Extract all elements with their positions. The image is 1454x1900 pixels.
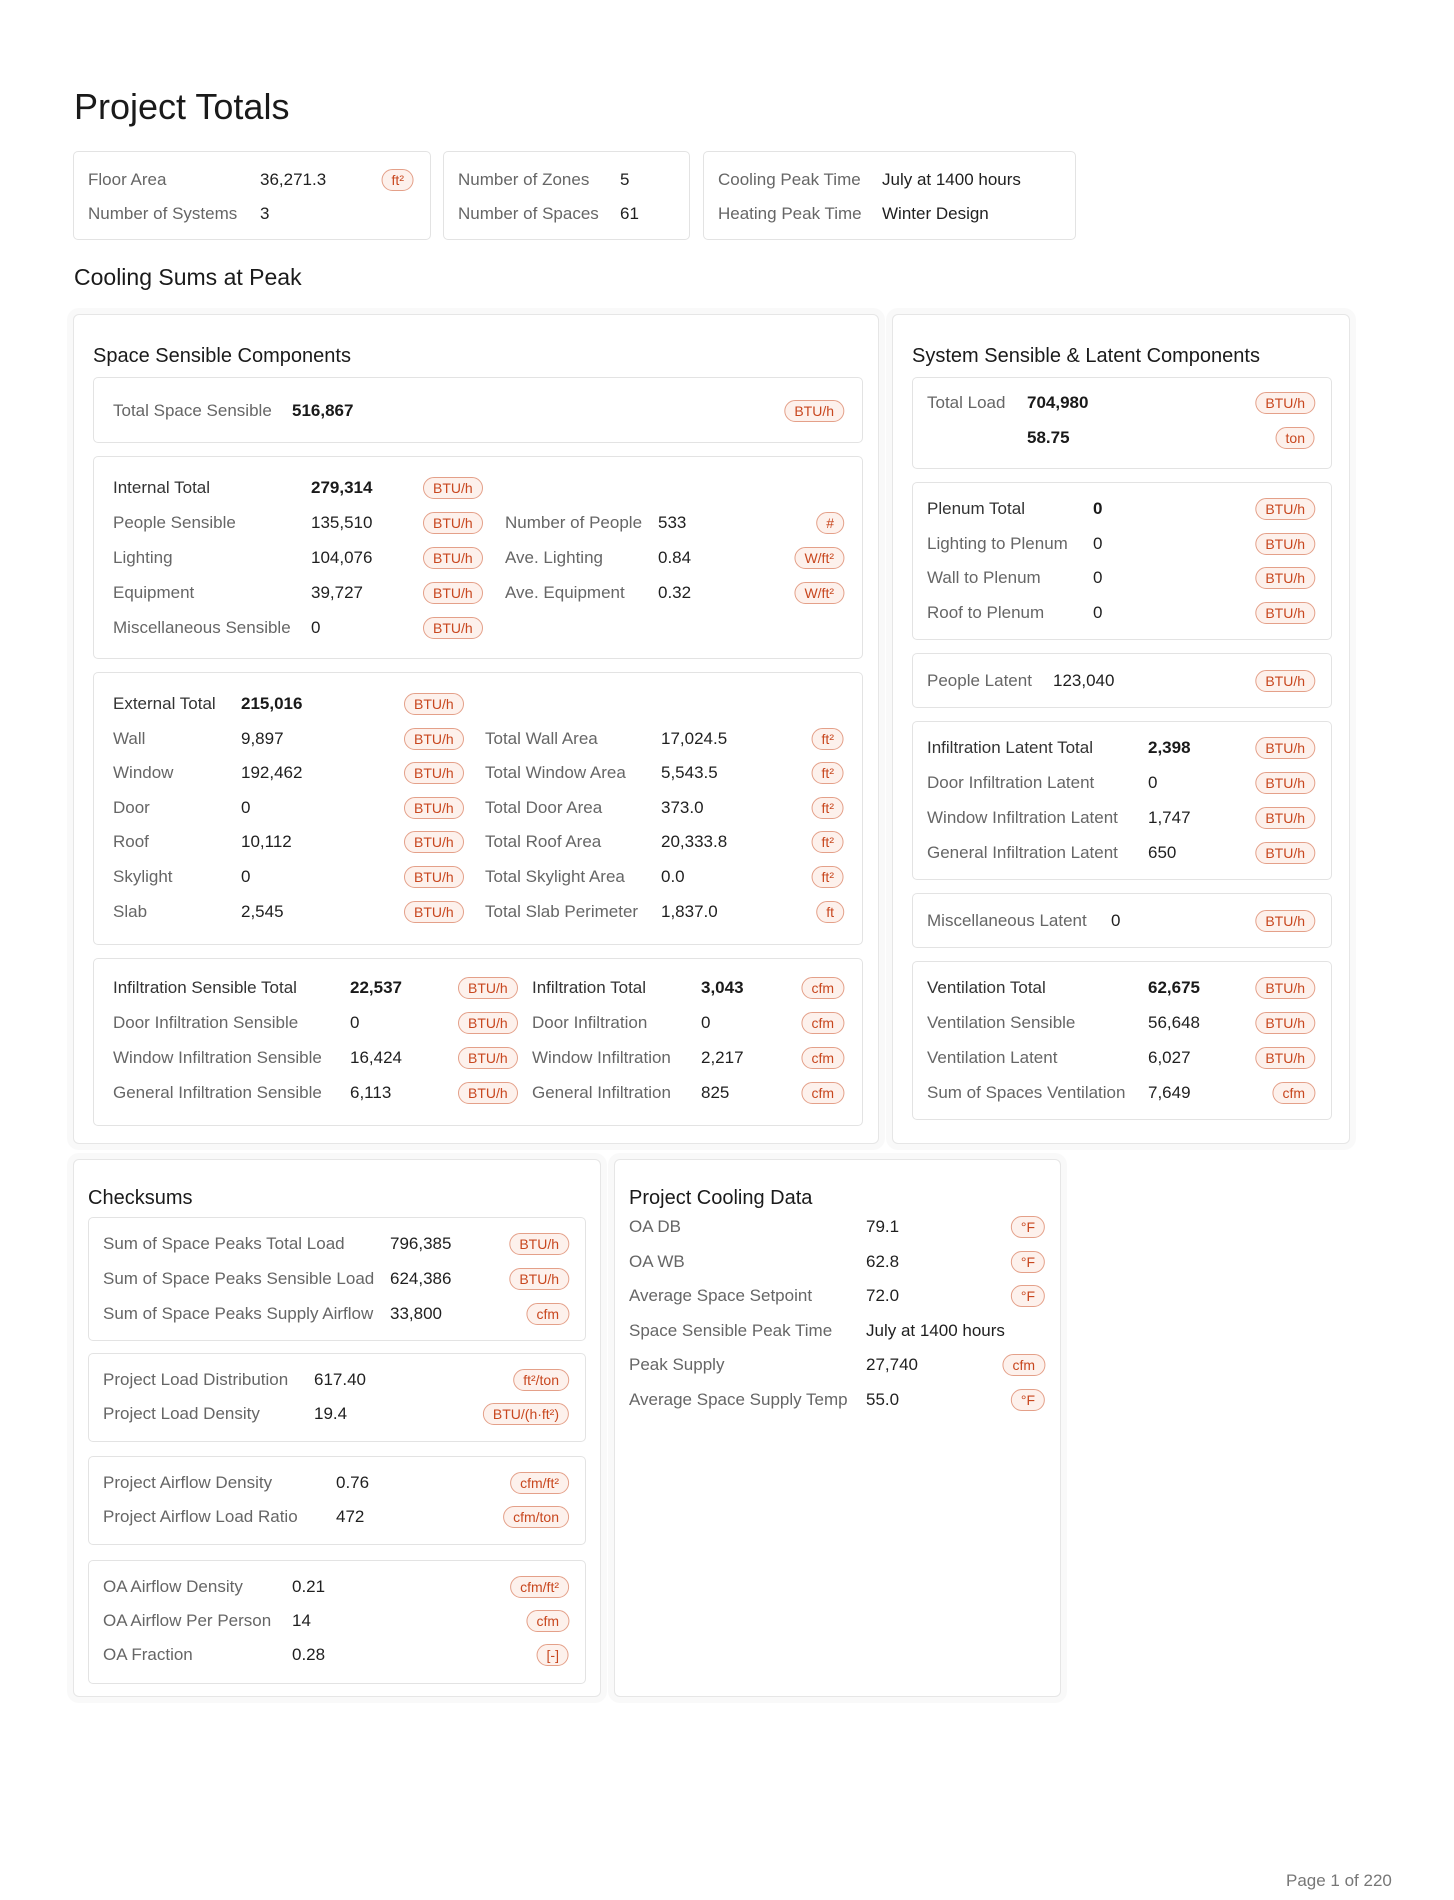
list-item — [913, 768, 1331, 798]
row-label: Total Window Area — [485, 763, 626, 783]
row-label: People Latent — [927, 671, 1032, 690]
unit-badge: cfm/ft² — [510, 1472, 569, 1494]
floor-area-label: Floor Area — [88, 170, 167, 189]
unit-badge: BTU/h — [1255, 977, 1315, 999]
row-value: 0 — [1148, 773, 1158, 792]
unit-badge: W/ft² — [794, 547, 844, 569]
row-value: 10,112 — [241, 832, 292, 852]
row-label: Door Infiltration Sensible — [113, 1013, 299, 1032]
list-item — [913, 803, 1331, 833]
row-label: Wall — [113, 728, 146, 748]
list-item — [913, 906, 1331, 936]
list-item — [94, 1008, 862, 1038]
row-label: Sum of Spaces Ventilation — [927, 1083, 1126, 1102]
unit-badge: BTU/h — [1255, 602, 1315, 624]
unit-badge: °F — [1011, 1389, 1045, 1411]
row-label: Infiltration Latent Total — [927, 738, 1094, 757]
unit-badge: BTU/h — [1255, 533, 1315, 555]
total-space-sensible-box — [93, 377, 863, 443]
list-item — [913, 838, 1331, 868]
list-item — [89, 1468, 585, 1498]
cooling-peak-value: July at 1400 hours — [882, 170, 1021, 189]
list-item — [615, 1212, 1062, 1242]
list-item — [94, 473, 862, 503]
row-value: 279,314 — [311, 478, 373, 497]
row-value: 1,837.0 — [661, 901, 718, 921]
list-item — [94, 897, 862, 927]
checksums-group-airflow — [88, 1456, 586, 1545]
unit-badge: cfm/ton — [503, 1506, 569, 1528]
unit-badge: °F — [1011, 1251, 1045, 1273]
list-item — [94, 613, 862, 643]
row-value: 0 — [1093, 533, 1103, 553]
list-item — [89, 1640, 585, 1670]
row-label: Number of People — [505, 513, 643, 532]
row-label: Door Infiltration — [532, 1013, 648, 1032]
unit-badge: BTU/h — [1255, 498, 1315, 520]
row-value: 6,113 — [350, 1083, 392, 1102]
row-value: 192,462 — [241, 763, 303, 783]
cooling-data-rows — [615, 1212, 1062, 1442]
row-label: OA WB — [629, 1251, 685, 1271]
row-label: Door Infiltration Latent — [927, 773, 1095, 792]
row-value: 19.4 — [314, 1404, 348, 1423]
row-label: Slab — [113, 901, 148, 921]
totals-box-area — [73, 151, 431, 240]
list-item — [913, 1078, 1331, 1108]
list-item — [94, 973, 862, 1003]
row-label: Space Sensible Peak Time — [629, 1320, 833, 1340]
unit-badge: BTU/h — [1255, 567, 1315, 589]
checksums-group-load — [88, 1353, 586, 1442]
unit-badge: BTU/h — [404, 797, 464, 819]
list-item — [89, 1502, 585, 1532]
row-label: Infiltration Sensible Total — [113, 978, 297, 997]
floor-area-value: 36,271.3 — [260, 170, 327, 189]
row-value: 9,897 — [241, 728, 284, 748]
row-label: Project Airflow Load Ratio — [103, 1507, 298, 1526]
row-label: Roof — [113, 832, 149, 852]
row-label: Total Door Area — [485, 797, 603, 817]
row-label: Ventilation Sensible — [927, 1013, 1076, 1032]
unit-badge: BTU/h — [458, 977, 518, 999]
external-loads-box — [93, 672, 863, 945]
internal-loads-box — [93, 456, 863, 659]
unit-badge: cfm — [801, 1012, 844, 1034]
unit-badge: BTU/h — [458, 1047, 518, 1069]
row-value: 33,800 — [390, 1304, 442, 1323]
row-value: 20,333.8 — [661, 832, 728, 852]
row-label: Average Space Supply Temp — [629, 1389, 848, 1409]
system-components-title: System Sensible & Latent Components — [912, 345, 1260, 367]
row-label: OA Airflow Per Person — [103, 1611, 272, 1630]
list-item — [89, 1229, 585, 1259]
row-value: 0 — [241, 867, 251, 886]
row-label: OA Fraction — [103, 1645, 193, 1664]
spaces-value: 61 — [620, 204, 639, 223]
unit-badge: BTU/h — [1255, 772, 1315, 794]
row-label: Internal Total — [113, 478, 211, 497]
row-value: 0.84 — [658, 548, 692, 567]
page-number: Page 1 of 220 — [1286, 1871, 1392, 1890]
row-value: 6,027 — [1148, 1048, 1191, 1067]
unit-badge: BTU/h — [423, 582, 483, 604]
list-item — [94, 578, 862, 608]
row-label: General Infiltration Latent — [927, 843, 1118, 862]
list-item — [94, 827, 862, 857]
spaces-label: Number of Spaces — [458, 204, 599, 223]
list-item — [89, 1606, 585, 1636]
row-label: Peak Supply — [629, 1355, 725, 1374]
cooling-peak-label: Cooling Peak Time — [718, 170, 861, 189]
unit-badge: BTU/h — [423, 477, 483, 499]
total-load-ton-unit: ton — [1276, 427, 1315, 449]
row-value: 624,386 — [390, 1269, 452, 1288]
row-label: Total Wall Area — [485, 728, 598, 748]
row-value: 62.8 — [866, 1251, 900, 1271]
checksums-title: Checksums — [88, 1187, 193, 1209]
row-value: 472 — [336, 1507, 365, 1526]
row-label: Ave. Lighting — [505, 548, 603, 567]
row-label: OA DB — [629, 1217, 681, 1236]
heating-peak-value: Winter Design — [882, 204, 989, 223]
unit-badge: cfm/ft² — [510, 1576, 569, 1598]
row-label: Project Airflow Density — [103, 1473, 273, 1492]
misc-latent-box — [912, 893, 1332, 948]
heating-peak-label: Heating Peak Time — [718, 204, 862, 223]
row-label: Sum of Space Peaks Sensible Load — [103, 1269, 375, 1288]
list-item — [615, 1247, 1062, 1277]
row-value: 135,510 — [311, 513, 373, 532]
list-item — [615, 1316, 1062, 1346]
list-item — [615, 1385, 1062, 1415]
unit-badge: BTU/h — [1255, 1047, 1315, 1069]
checksums-panel — [73, 1159, 601, 1697]
list-item — [913, 494, 1331, 524]
row-value: 0 — [1111, 911, 1121, 930]
row-value: 2,545 — [241, 901, 284, 921]
list-item — [913, 598, 1331, 628]
row-value: 17,024.5 — [661, 728, 728, 748]
page-title: Project Totals — [74, 86, 290, 127]
checksums-group-oa — [88, 1560, 586, 1684]
floor-area-unit: ft² — [382, 169, 414, 191]
list-item — [94, 508, 862, 538]
row-label: Sum of Space Peaks Supply Airflow — [103, 1304, 374, 1323]
list-item — [94, 793, 862, 823]
row-value: 825 — [701, 1083, 730, 1102]
unit-badge: BTU/h — [458, 1082, 518, 1104]
row-label: Roof to Plenum — [927, 602, 1045, 622]
unit-badge: BTU/h — [1255, 737, 1315, 759]
list-item — [89, 1299, 585, 1329]
row-value: 3,043 — [701, 978, 744, 997]
row-label: General Infiltration Sensible — [113, 1083, 322, 1102]
row-value: 55.0 — [866, 1389, 900, 1409]
list-item — [89, 1572, 585, 1602]
row-value: 650 — [1148, 843, 1177, 862]
infiltration-latent-box — [912, 721, 1332, 880]
unit-badge: BTU/h — [404, 728, 464, 750]
row-label: People Sensible — [113, 513, 236, 532]
unit-badge: ft² — [812, 866, 844, 888]
unit-badge: cfm — [1272, 1082, 1315, 1104]
row-value: 796,385 — [390, 1234, 452, 1253]
row-label: Equipment — [113, 583, 195, 602]
row-label: Window Infiltration Sensible — [113, 1048, 322, 1067]
list-item — [913, 666, 1331, 696]
row-label: Ventilation Latent — [927, 1048, 1058, 1067]
row-value: 22,537 — [350, 978, 402, 997]
unit-badge: BTU/h — [423, 512, 483, 534]
row-label: Project Load Distribution — [103, 1370, 289, 1389]
unit-badge: cfm — [1002, 1354, 1045, 1376]
systems-label: Number of Systems — [88, 204, 238, 223]
row-label: Door — [113, 797, 150, 817]
row-value: 1,747 — [1148, 808, 1191, 827]
list-item — [913, 1043, 1331, 1073]
row-label: General Infiltration — [532, 1083, 671, 1102]
row-value: 7,649 — [1148, 1083, 1191, 1102]
list-item — [913, 529, 1331, 559]
space-sensible-panel — [73, 314, 879, 1144]
unit-badge: BTU/h — [404, 762, 464, 784]
list-item — [615, 1350, 1062, 1380]
row-value: 0.21 — [292, 1577, 326, 1596]
list-item — [94, 1043, 862, 1073]
unit-badge: BTU/h — [404, 693, 464, 715]
total-load-value: 704,980 — [1027, 393, 1089, 412]
unit-badge: BTU/h — [1255, 910, 1315, 932]
unit-badge: ft² — [812, 797, 844, 819]
row-label: Window Infiltration — [532, 1048, 671, 1067]
row-value: 104,076 — [311, 548, 373, 567]
unit-badge: BTU/h — [1255, 1012, 1315, 1034]
unit-badge: BTU/h — [1255, 842, 1315, 864]
cooling-section-title: Cooling Sums at Peak — [74, 264, 302, 290]
unit-badge: BTU/(h·ft²) — [483, 1403, 569, 1425]
unit-badge: BTU/h — [1255, 807, 1315, 829]
row-value: 79.1 — [866, 1217, 900, 1236]
list-item — [94, 543, 862, 573]
unit-badge: ft² — [812, 831, 844, 853]
unit-badge: ft — [816, 901, 844, 923]
unit-badge: ft² — [812, 762, 844, 784]
row-label: OA Airflow Density — [103, 1577, 243, 1596]
space-sensible-title: Space Sensible Components — [93, 345, 351, 367]
row-value: 72.0 — [866, 1286, 900, 1305]
list-item — [89, 1365, 585, 1395]
row-label: Skylight — [113, 867, 173, 886]
unit-badge: BTU/h — [1255, 670, 1315, 692]
checksums-group-peaks — [88, 1217, 586, 1341]
row-label: Ventilation Total — [927, 978, 1046, 997]
row-value: 56,648 — [1148, 1013, 1200, 1032]
list-item — [94, 724, 862, 754]
unit-badge: cfm — [526, 1610, 569, 1632]
unit-badge: BTU/h — [404, 901, 464, 923]
people-latent-box — [912, 653, 1332, 708]
row-label: Wall to Plenum — [927, 568, 1041, 587]
unit-badge: BTU/h — [423, 547, 483, 569]
row-value: 0.32 — [658, 583, 692, 602]
unit-badge: cfm — [526, 1303, 569, 1325]
list-item — [94, 1078, 862, 1108]
row-label: Ave. Equipment — [505, 583, 625, 602]
list-item — [94, 689, 862, 719]
unit-badge: # — [816, 512, 844, 534]
total-space-sensible-value: 516,867 — [292, 401, 354, 420]
row-label: Project Load Density — [103, 1404, 260, 1423]
row-value: 373.0 — [661, 797, 704, 817]
total-load-box — [912, 377, 1332, 469]
row-value: 533 — [658, 513, 687, 532]
row-label: Miscellaneous Latent — [927, 911, 1087, 930]
unit-badge: W/ft² — [794, 582, 844, 604]
list-item — [913, 1008, 1331, 1038]
row-value: 14 — [292, 1611, 311, 1630]
row-label: Sum of Space Peaks Total Load — [103, 1234, 345, 1253]
row-label: Average Space Setpoint — [629, 1286, 813, 1305]
total-load-unit: BTU/h — [1255, 392, 1315, 414]
infiltration-sensible-box — [93, 958, 863, 1126]
unit-badge: °F — [1011, 1216, 1045, 1238]
unit-badge: cfm — [801, 977, 844, 999]
unit-badge: ft²/ton — [513, 1369, 569, 1391]
unit-badge: cfm — [801, 1047, 844, 1069]
row-value: 2,217 — [701, 1048, 744, 1067]
row-value: 0.28 — [292, 1645, 326, 1664]
row-label: Window Infiltration Latent — [927, 808, 1118, 827]
row-value: 0 — [311, 618, 321, 637]
row-value: 0.0 — [661, 867, 685, 886]
unit-badge: BTU/h — [423, 617, 483, 639]
system-components-panel — [892, 314, 1350, 1144]
row-label: Window — [113, 763, 174, 783]
row-label: Miscellaneous Sensible — [113, 618, 291, 637]
row-label: Lighting to Plenum — [927, 533, 1068, 553]
unit-badge: BTU/h — [404, 866, 464, 888]
list-item — [89, 1264, 585, 1294]
plenum-box — [912, 482, 1332, 640]
total-space-sensible-unit: BTU/h — [784, 400, 844, 422]
row-label: Lighting — [113, 548, 173, 567]
row-value: 16,424 — [350, 1048, 402, 1067]
unit-badge: cfm — [801, 1082, 844, 1104]
row-label: Total Roof Area — [485, 832, 602, 852]
list-item — [913, 973, 1331, 1003]
row-value: 0 — [241, 797, 251, 817]
unit-badge: °F — [1011, 1285, 1045, 1307]
row-value: 0 — [701, 1013, 711, 1032]
unit-badge: BTU/h — [509, 1233, 569, 1255]
unit-badge: BTU/h — [509, 1268, 569, 1290]
row-value: 0 — [1093, 499, 1103, 518]
systems-value: 3 — [260, 204, 270, 223]
list-item — [913, 733, 1331, 763]
row-label: Total Slab Perimeter — [485, 901, 639, 921]
row-value: 39,727 — [311, 583, 363, 602]
zones-label: Number of Zones — [458, 170, 590, 189]
unit-badge: ft² — [812, 728, 844, 750]
total-load-label: Total Load — [927, 393, 1006, 412]
row-value: 215,016 — [241, 694, 303, 713]
row-value: 0 — [1093, 568, 1103, 587]
ventilation-box — [912, 961, 1332, 1120]
row-label: Total Skylight Area — [485, 867, 625, 886]
row-value: 0 — [1093, 602, 1103, 622]
totals-box-zones — [443, 151, 690, 240]
row-value: 0 — [350, 1013, 360, 1032]
list-item — [94, 862, 862, 892]
totals-box-peaks — [703, 151, 1076, 240]
cooling-data-title: Project Cooling Data — [629, 1187, 813, 1209]
row-value: 2,398 — [1148, 738, 1191, 757]
total-load-ton-value: 58.75 — [1027, 428, 1070, 447]
row-value: 62,675 — [1148, 978, 1200, 997]
unit-badge: BTU/h — [458, 1012, 518, 1034]
list-item — [615, 1281, 1062, 1311]
row-value: 617.40 — [314, 1370, 366, 1389]
list-item — [89, 1399, 585, 1429]
list-item — [94, 758, 862, 788]
zones-value: 5 — [620, 170, 630, 189]
row-value: 123,040 — [1053, 671, 1115, 690]
unit-badge: BTU/h — [404, 831, 464, 853]
row-value: 27,740 — [866, 1355, 918, 1374]
unit-badge: [-] — [537, 1644, 569, 1666]
cooling-data-panel — [614, 1159, 1061, 1697]
row-value: July at 1400 hours — [866, 1320, 1005, 1340]
total-space-sensible-label: Total Space Sensible — [113, 401, 272, 420]
row-label: Infiltration Total — [532, 978, 647, 997]
row-label: Plenum Total — [927, 499, 1025, 518]
list-item — [913, 563, 1331, 593]
row-label: External Total — [113, 694, 216, 713]
row-value: 5,543.5 — [661, 763, 718, 783]
row-value: 0.76 — [336, 1473, 370, 1492]
